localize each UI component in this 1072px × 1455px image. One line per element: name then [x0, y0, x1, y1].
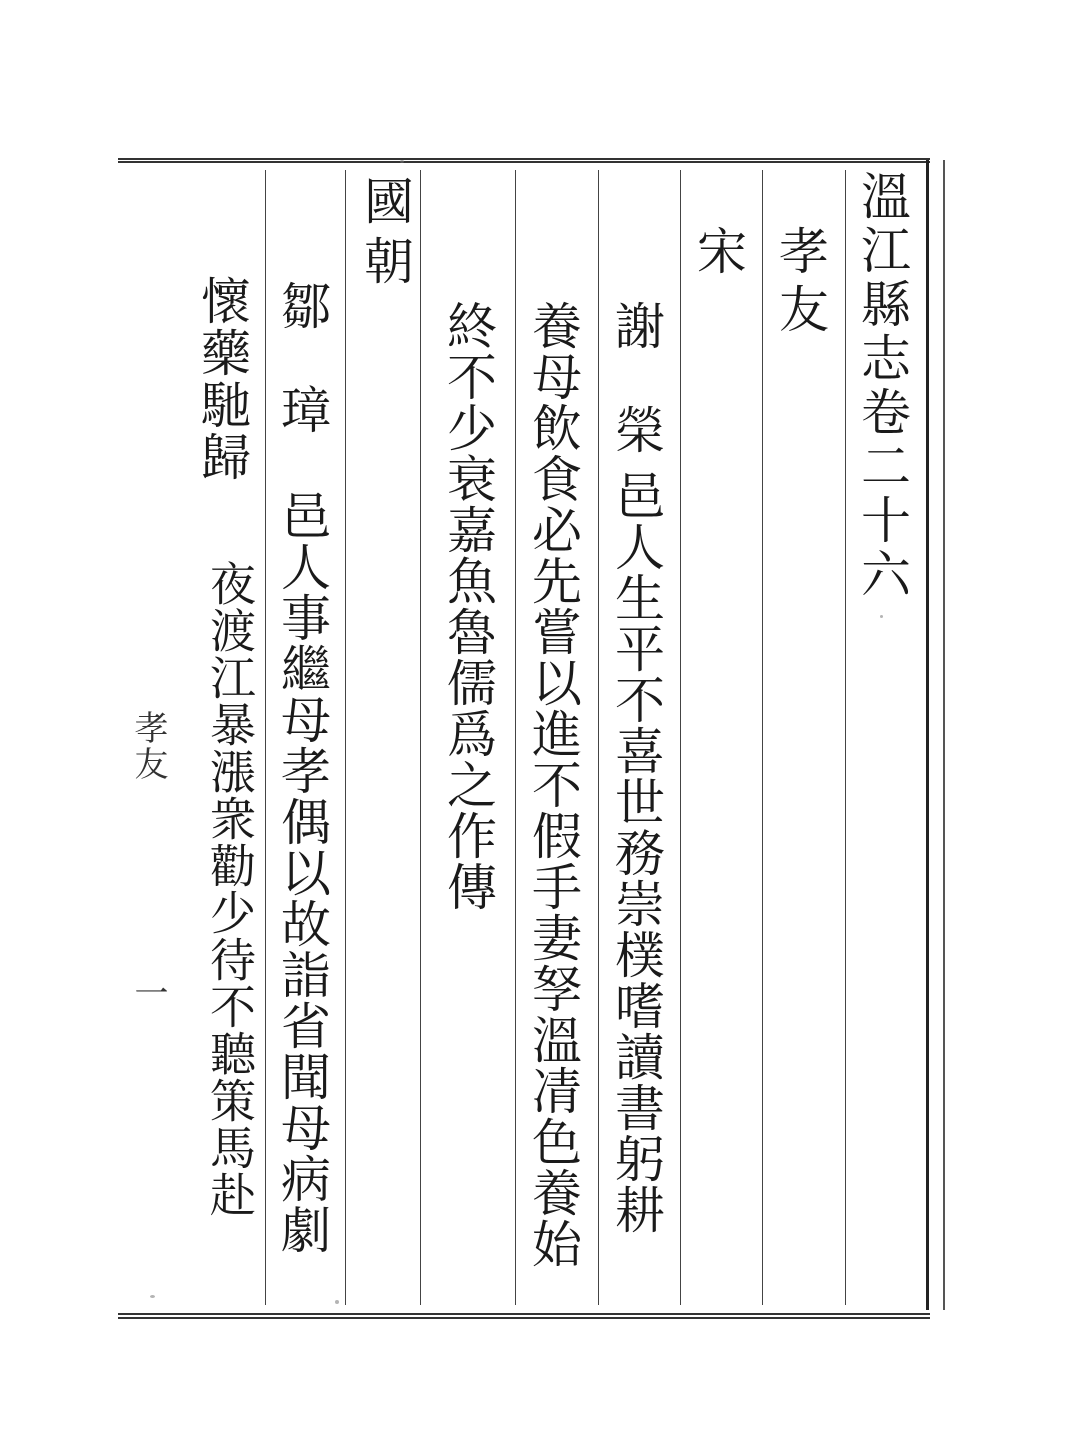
column-rule [420, 170, 421, 1305]
entry-name: 鄒 璋 [273, 280, 331, 436]
margin-section-label: 孝友 [128, 710, 168, 782]
dynasty-heading: 國朝 [356, 175, 414, 295]
dynasty-heading: 宋 [689, 225, 747, 283]
entry-text: 終不少衰嘉魚魯儒爲之作傳 [439, 300, 497, 912]
column-rule [762, 170, 763, 1305]
column-rule [598, 170, 599, 1305]
entry-text: 邑人生平不喜世務崇樸嗜讀書躬耕 [607, 470, 665, 1235]
entry-text: 養母飲食必先嘗以進不假手妻孥溫凊色養始 [524, 300, 582, 1269]
column-rule [265, 170, 266, 1305]
column-rule [515, 170, 516, 1305]
entry-text: 邑人事繼母孝偶以故詣省聞母病劇 [273, 490, 331, 1255]
column-rule [345, 170, 346, 1305]
entry-name: 謝 榮 [607, 300, 665, 456]
column-rule [680, 170, 681, 1305]
section-heading: 孝友 [771, 225, 829, 341]
page-number: 一 [128, 975, 168, 1011]
scan-speck [880, 615, 883, 618]
entry-text: 夜渡江暴漲衆勸少待不聽策馬赴 [203, 560, 257, 1218]
scan-speck [400, 160, 404, 163]
scan-speck [150, 1295, 155, 1298]
page-edge [926, 160, 945, 1310]
column-rule [845, 170, 846, 1305]
entry-text: 懷藥馳歸 [193, 275, 251, 483]
book-title: 溫江縣志卷二十六 [853, 170, 911, 602]
scan-speck [335, 1300, 339, 1304]
